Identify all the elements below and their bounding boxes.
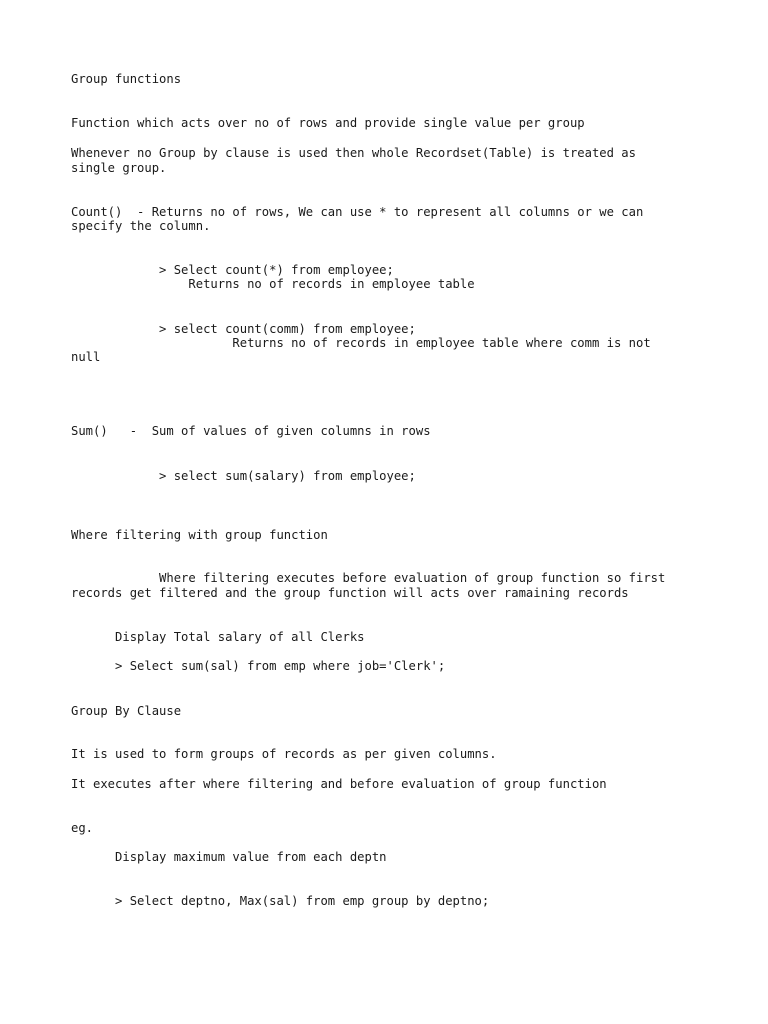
paragraph-whenever-line-1: Whenever no Group by clause is used then whole Recordset(Table) is treated as [71,146,636,160]
count-example-2-query: > select count(comm) from employee; [71,322,416,336]
count-description-line-2: specify the column. [71,219,211,233]
where-description-line-1: Where filtering executes before evaluation of group function so first [71,571,666,585]
count-example-2-note-wrap: null [71,350,101,364]
sum-example-query: > select sum(salary) from employee; [71,469,416,483]
example-label: eg. [71,821,94,835]
heading-where-filtering: Where filtering with group function [71,528,328,542]
sum-description: Sum() - Sum of values of given columns in rows [71,424,431,438]
paragraph-whenever-line-2: single group. [71,161,167,175]
count-example-1-note: Returns no of records in employee table [71,277,475,291]
group-by-description-line-1: It is used to form groups of records as per given columns. [71,747,497,761]
where-query: > Select sum(sal) from emp where job='Clerk'; [71,659,446,673]
where-description-line-2: records get filtered and the group function will acts over ramaining records [71,586,629,600]
group-by-task: Display maximum value from each deptn [71,850,387,864]
count-description-line-1: Count() - Returns no of rows, We can use * to represent all columns or we can [71,205,644,219]
count-example-2-note: Returns no of records in employee table where comm is not [71,336,651,350]
heading-group-by: Group By Clause [71,704,182,718]
where-task: Display Total salary of all Clerks [71,630,365,644]
group-by-description-line-2: It executes after where filtering and before evaluation of group function [71,777,607,791]
paragraph-definition: Function which acts over no of rows and provide single value per group [71,116,585,130]
heading-group-functions: Group functions [71,72,182,86]
count-example-1-query: > Select count(*) from employee; [71,263,394,277]
group-by-query: > Select deptno, Max(sal) from emp group by deptno; [71,894,490,908]
